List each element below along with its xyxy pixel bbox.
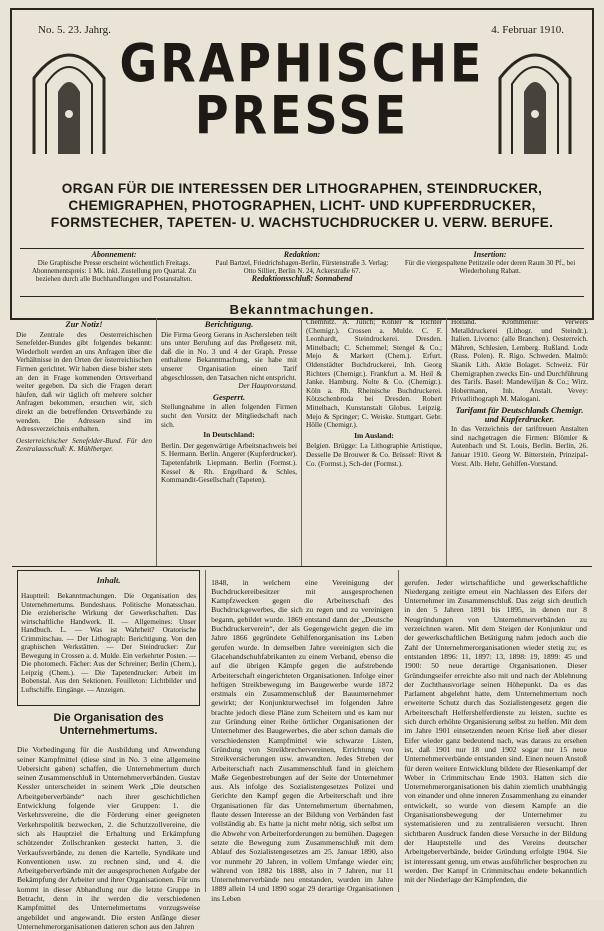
issue-number: No. 5. 23. Jahrg. <box>38 24 111 36</box>
redaktionsschluss: Redaktionsschluß: Sonnabend <box>251 274 353 283</box>
insertion-heading: Insertion: <box>473 250 507 259</box>
insertion-text: Für die viergespaltene Petitzeile oder deren Raum 30 Pf., bei Wiederholung Rabatt. <box>404 259 576 275</box>
article-text-1: Die Vorbedingung für die Ausbildung und Anwendung seiner Kampfmittel (diese sind in No. 3 eine allgemeine Uebersicht gaben) schaffen, die Unternehmertum durch seinen Zusammenschluß in Unternehmerverbänden. Gustav Kessler unterscheidet in seinem Werk „Die deutschen Arbeitgeberverbände“ nach ihrer geschichtlichen Entwicklung folgende vier Gruppen: 1. die Verkehrsvereine, die die Förderung einer geeigneten Verkehrspolitik bezwecken, 2. die Schutzzollvereine, die sich als Hauptziel die Erhaltung und Erkämpfung schützender Zollschranken gesteckt hatten, 3. die Verkaufsverbände, zu denen die Kartelle, Syndikate und Konventionen usw. zu rechnen sind, und 4. die Arbeitgeberverbände mit der ausgesprochenen Aufgabe der Bekämpfung der Arbeiter und ihrer Organisationen. Für uns kommt in dieser Abhandlung nur die letzte Gruppe in Betracht, denn in ihr werden die verschiedenen Kampfmittel des Unternehmertums vorzugsweise angebildet und angewandt. Die ersten Anfänge dieser Unternehmerorganisationen datieren schon aus den Jahren <box>17 745 201 931</box>
section-heading-bekanntmachungen: Bekanntmachungen. <box>229 302 375 317</box>
column-1 <box>12 318 157 566</box>
col3-text-2: Belgien. Brügge: La Lithographie Artistique, Desselle De Brouwer & Co. Brüssel: Rivet & Co. (Formst.), Sch-der (Formst.). <box>306 441 442 468</box>
col2-heading: Berichtigung. <box>204 319 254 329</box>
abonnement-text: Die Graphische Presse erscheint wöchentlich Freitags. Abonnementspreis: 1 Mk. inkl. Zustellung pro Quartal. Zu beziehen durch alle Buchhandlungen und Postanstalten. <box>31 259 197 283</box>
article-text-3: gerufen. Jeder wirtschaftliche und gewerkschaftliche Niedergang zeitigte erneut ein Nachlassen des Eifers der Unternehmer im Zusammenschluß. Das zeigt sich deutlich in den 5 Jahren 1891 bis 1895, in denen nur 8 Neugründungen von Unternehmerverbänden zu verzeichnen waren. Mit dem Steigen der Konjunktur und der gewerkschaftlichen Betätigung nahm jedoch auch die Zahl der Unternehmerorganisationen wieder stetig zu; es entstanden 1896: 11, 1897: 13, 1898: 19, 1899: 45 und 1900: 50 neue derartige Organisationen. Dieser Gründungseifer erreichte also mit und nach der Ablehnung der Zuchthausvorlage seinen Höhepunkt. Da es das Parlament abgelehnt hatte, dem Unternehmertum noch erweiterte Schutz durch das Sozialistengesetz gegen die Arbeiterschaft Helfershelferdienste zu leisten, suchte es sich durch erhöhte Organisierung selbst zu helfen. Mit dem im Jahre 1901 einsetzenden neuen Krise ließ aber dieser Eifer wieder ganz bedeutend nach, was daraus zu ersehen ist, daß 1901 nur 18 und 1902 sogar nur 15 neue Unternehmerverbände entstanden sind. Einen neuen Anstoß für deren weitere Entwicklung bildete der Riesenkampf der Weber in Crimmitschau Ende 1903. Hatten sich die Unternehmerorganisationen bis dahin ziemlich unabhängig von einander und ohne inneren Zusammenhang zu einander entwickelt, so wurde von diesem Kampfe an die Organisationsbewegung der Unternehmer zu systematisieren und zu zentralisieren versucht. Ihren sichtbaren Ausdruck fanden diese Versuche in der Bildung der Hauptstelle und des Vereins deutscher Arbeitgeberverbände, beider Gründung erfolgte 1904. Sie ist interessant genug, um etwas ausführlicher besprochen zu werden. Der Kampf in Crimmitschau endete bekanntlich mit der Niederlage der Kämpfenden, die <box>404 577 587 885</box>
col2-text-2: Stellungnahme in allen folgenden Firmen sucht den Vorsitz der Mitgliedschaft nach sich. <box>161 402 297 429</box>
article-title: Die Organisation des Unternehmertums. <box>53 711 164 737</box>
announcements-columns <box>12 318 592 566</box>
article-column-2 <box>205 570 398 903</box>
redaktion-box <box>208 249 396 297</box>
section-divider <box>12 566 592 567</box>
article-columns <box>12 570 592 931</box>
col4-text-2: In das Verzeichnis der tariftreuen Anstalten sind nachgetragen die Firmen: Blömler & Autenbach und St. Louis, Berlin. Berlin, 26. Januar 1910. Georg W. Bitterstein, Prinzipal-Vorst. Alb. Hehr, Gehilfen-Vorstand. <box>451 424 588 468</box>
masthead-subtitle: ORGAN FÜR DIE INTERESSEN DER LITHOGRAPHEN, STEINDRUCKER, CHEMIGRAPHEN, PHOTOGRAPHEN, LICHT- UND KUPFERDRUCKER, FORMSTECHER, TAPETEN- U. WACHSTUCHDRUCKER U. VERW. BERUFE. <box>50 181 554 230</box>
column-3 <box>302 318 447 566</box>
column-4 <box>447 318 592 566</box>
col1-heading: Zur Notiz! <box>65 319 103 329</box>
col3-text: Chemnitz. A. Jülich; Köhler & Richter (Chemigr.). Crossen a. Mulde. C. F. Leonhardt, Steindruckerei. Dresden. Mittelbach; C. Schemmel; Stengel & Co.; Mejo & Markert (Chem.). Erfurt. Oldenstädter Buchdruckerei, Inh. Georg Richters (Chemigr.). Frankfurt a. M. Heil & Janke. Hamburg. Nolte & Co. (Chemigr.). Köln a. Rh. Rheinische Buchdruckerei. Kötzschenbroda bei Dresden. Robert Mittelbach, Kunstanstalt Globus. Leipzig. Mejo & Springer; C. Weiske. Stuttgart. Gebr. Hölle (Chemigr.). <box>306 317 442 430</box>
contents-heading: Inhalt. <box>96 575 121 585</box>
masthead-divider <box>20 296 584 297</box>
col2-subheading: In Deutschland: <box>203 430 255 440</box>
col2-signature: Der Hauptvorstand. <box>238 381 297 391</box>
article-column-1 <box>12 570 205 931</box>
info-band <box>20 248 584 297</box>
insertion-box <box>396 249 584 297</box>
contents-box <box>17 570 200 706</box>
contents-text: Hauptteil: Bekanntmachungen. Die Organisation des Unternehmertums. Bundeshaus. Politische Monatsschau. Die erzieherische Wirkung der Gewerkschaften. Das wirtschaftliche Handwerk. II. — Allgemeines: Unser Handbuch. L. — Was ist Wahrheit? Oratorische Crimmitschau. — Der Lithograph: Berichtigung. Von den graphischen Werkstätten. — Der Steindrucker: Zur Bewegung in Crossen a. d. Mulde. Ein verkehrter Posten. — Die photomech. Fächer: Aus der Schreiner; Berlin (Chem.), Leipzig (Chem.). — Die Tapetendrucker: Arbeit im Bobenstal. Aus den Sektionen. Feuilleton: Lichtbilder und Luftschiffe. Eingänge. — Anzeigen. <box>21 592 197 694</box>
col4-text: Holland. Krommenie: Verwers Metalldruckerei (Lithogr. und Steindr.). Italien. Livorno: (alle Branchen). Oesterreich. Mähren, Schlesien, Lemberg. Rußland. Lodz (Russ. Polen). R. Rigo. Schweden. Malmö: Skanik Lith. Aktie Bolaget. Schweiz. Für Chemigraphen zwecks Ein- und Durchführung des Tarifs. Basel: Mandewiljan & Co.; Wirz. Hobermann, Inh. Anstalt. Vevey: Privatlithograph M. Malogani. <box>451 317 588 404</box>
col2-text-3: Berlin. Der gegenwärtige Arbeitsnachweis bei S. Hermann. Berlin. Angerer (Kupferdrucker). Tapetenfabrik Liepmann. Berlin (Formst.). Kessel & Rh. Engelhard & Schles, Kommandit-Gesellschaft (Tapeten). <box>161 440 297 485</box>
column-2 <box>157 318 302 566</box>
title-line-2: PRESSE <box>194 83 410 147</box>
masthead <box>10 8 594 320</box>
col4-heading: Tarifamt für Deutschlands Chemigr. und Kupferdrucker. <box>455 404 584 424</box>
col2-text: Die Firma Georg Gerans in Aschersleben teilt uns unter Berufung auf das Preßgesetz mit, daß die in No. 3 und 4 der Graph. Presse enthaltene Bekanntmachung, sie habe mit unserer Organisation einen Tarif abgeschlossen, den Tatsachen nicht entspricht. <box>161 329 297 382</box>
article-text-2: 1848, in welchem eine Vereinigung der Buchdruckereibesitzer mit ausgesprochenen Kampfzwecken gegen die Arbeiterschaft des Buchdruckgewerbes, die sich zu regen und zu vereinigen begann, gebildet wurde. 1869 entstand dann der „Deutsche Buchdruckerverein“, der als Gegengewicht gegen die im Jahre 1866 gegründete Gehilfenorganisation ins Leben gerufen wurde. In demselben Jahre vereinigten sich die Glacehandschuhfabrikanten zu einem Verband, ebenso die auf die übrigen Kämpfe gegen die aufstrebende Arbeiterschaft eingerichteten Organisationen. Infolge einer heftigen Streikbewegung im Baugewerbe wurde 1872 erstmals ein Zusammenschluß der Bauunternehmer gewirkt; der Konjunkturwechsel im folgenden Jahre brachte jedoch diese Pläne zum Scheitern und es kam nur zur Gründung einer Reihe örtlicher Organisationen der Unternehmer des Baugewerbes, die aber schon damals die verschiedensten Kampfmittel wie schwarze Listen, Gründung von Streikbrechervereinen, Errichtung von Streikversicherungen usw. anwandten. Jedes Streben der Arbeiterschaft nach Zusammenschluß fand in gleichem Maße Gegenbestrebungen auf der Seite der Unternehmer aus. Als infolge des Sozialistengesetzes Polizei und Gerichte den Kampf gegen die Arbeiterschaft und ihre Organisationen für das Unternehmertum übernahmen, flaute dessen Interesse an der Bildung von Verbänden fast vollständig ab. Es hatte ja nicht mehr nötig, sich selbst um die Abwehr von Arbeiterforderungen zu bemühen. Dagegen setzte die Bewegung zum Zusammenschluß mit dem Ablauf des Sozialistengesetzes am 25. Januar 1890, also vor nunmehr 20 Jahren, in vollem Umfange wieder ein; während von 1882 bis 1888, also in 7 Jahren, nur 11 Unternehmerverbände neu entstanden, wurden im Jahre 1889 allein 14 und 1890 sogar 29 derartige Organisationen ins Leben <box>211 577 394 903</box>
abonnement-heading: Abonnement: <box>91 250 137 259</box>
redaktion-text: Paul Bartzel, Friedrichshagen-Berlin, Fürstenstraße 3. Verlag: Otto Sillier, Berlin N. 24, Ackerstraße 67. <box>215 259 389 275</box>
title-line-1: GRAPHISCHE <box>119 31 485 95</box>
col1-signature: Oesterreichischer Senefelder-Bund. Für den Zentralausschuß: K. Mühlberger. <box>16 435 152 454</box>
redaktion-heading: Redaktion: <box>283 250 321 259</box>
col2-heading-2: Gesperrt. <box>212 391 246 402</box>
col1-text: Die Zentrale des Oesterreichischen Senefelder-Bundes gibt folgendes bekannt: Wiederholt werden an uns Anfragen über die Verhältnisse in den Orten der österreichischen Firmen gerichtet. Wir haben diese bisher stets an den in Frage kommenden Ortsverband weiter gegeben. Da sich die Fragen derart häufen, daß wir täglich oft mehrere solcher Anfragen bekommen, ersuchen wir, sich direkt an die betreffenden Ortsverbände zu wenden. Die Adressen sind im Adressverzeichnis enthalten. <box>16 329 152 434</box>
abonnement-box <box>20 249 208 297</box>
masthead-title <box>12 31 592 147</box>
article-column-3 <box>398 570 592 892</box>
issue-date: 4. Februar 1910. <box>491 24 564 36</box>
col3-subheading: Im Ausland: <box>354 430 394 440</box>
